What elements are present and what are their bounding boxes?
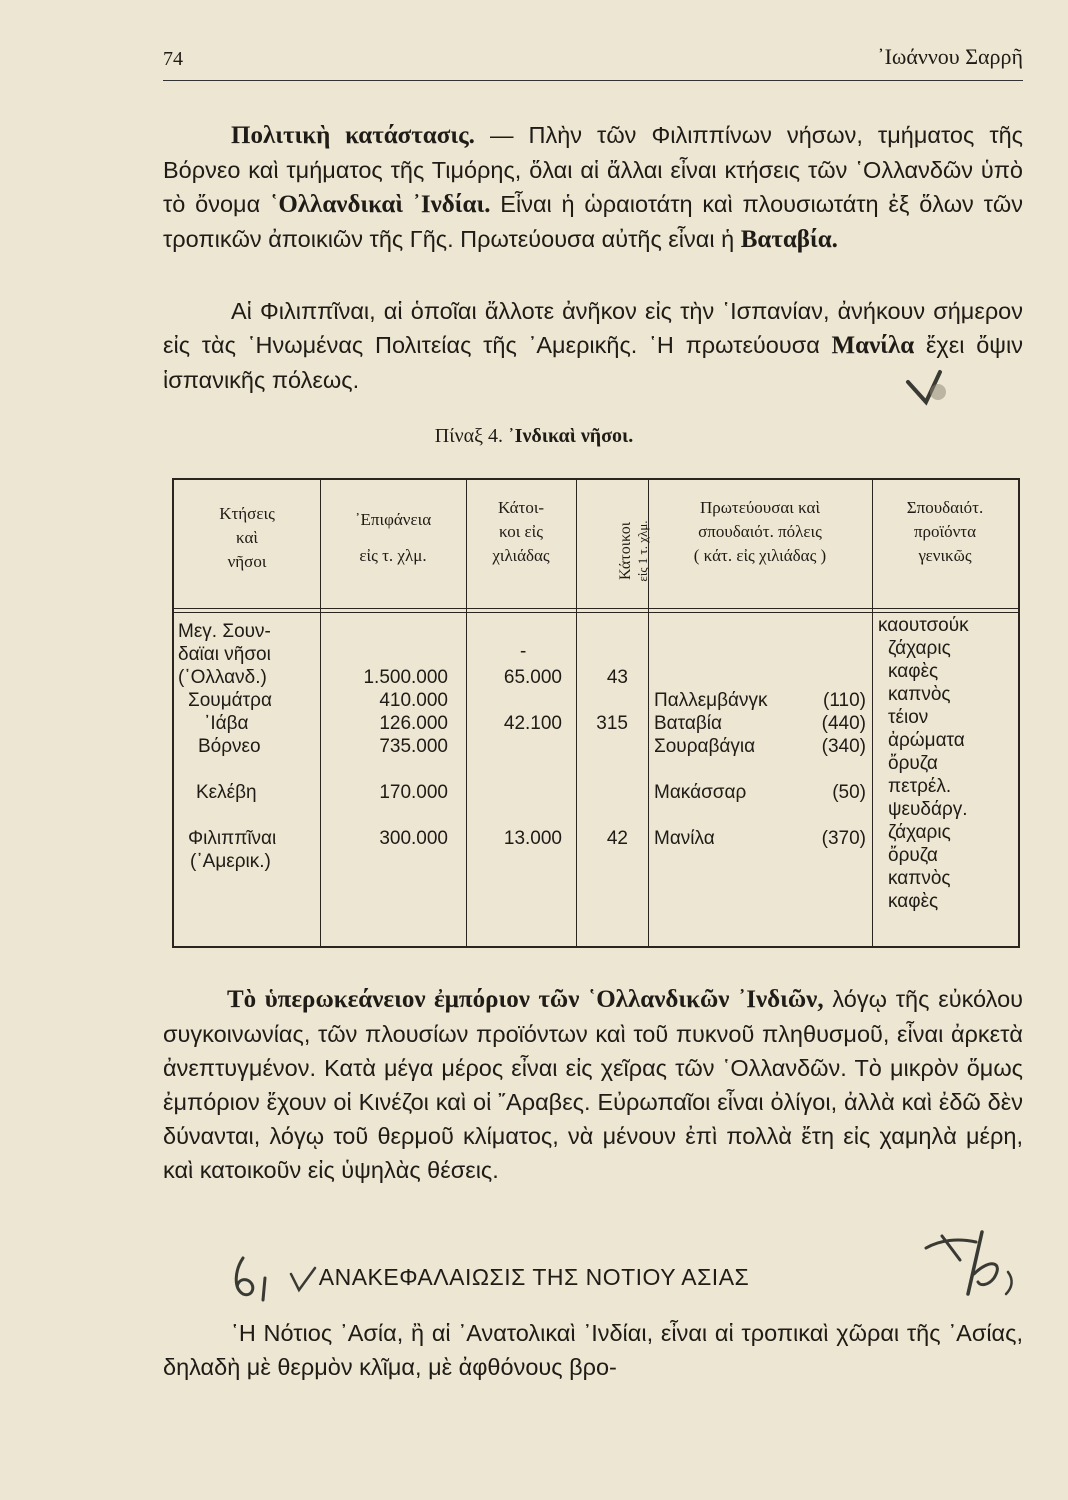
table-cell-density: 43: [606, 667, 628, 688]
table-cell-product: ζάχαρις: [888, 638, 951, 659]
header-line: Σπουδαιότ.: [906, 498, 984, 517]
bold-term: Βαταβία.: [740, 226, 838, 253]
caption-title: ᾿Ινδικαὶ νῆσοι.: [508, 425, 634, 447]
city-name: Σουραβάγια: [654, 736, 756, 757]
city-population: (50): [832, 782, 866, 803]
header-line: εἰς 1 τ. χλμ.: [635, 520, 650, 582]
table-cell-product: ὄρυζα: [888, 845, 938, 866]
paragraph-text: ῾Η Νότιος ᾿Ασία, ἢ αἱ ᾿Ανατολικαὶ ᾿Ινδίαι, εἶναι αἱ τροπικαὶ χῶραι τῆς ᾿Ασίας, δηλαδὴ μὲ θερμὸν κλῖμα, μὲ ἀφθόνους βρο-: [163, 1320, 1023, 1380]
header-capitals: [648, 496, 872, 568]
header-line: Κάτοικοι: [617, 521, 634, 581]
table-cell-product: τέιον: [888, 707, 929, 728]
header-line: ᾿Επιφάνεια: [354, 510, 432, 529]
table-cell-product: καφὲς: [888, 891, 939, 912]
table-cell-product: ὄρυζα: [888, 753, 938, 774]
page-number: 74: [163, 48, 183, 70]
header-line: χιλιάδας: [492, 546, 550, 565]
section-term: Πολιτικὴ κατάστασις.: [231, 122, 475, 149]
city-population: (110): [823, 690, 866, 711]
city-population: (340): [821, 736, 866, 757]
paragraph-text: Εἶναι ἡ ὡραιοτάτη καὶ πλουσιωτάτη ἐξ ὅλων τῶν τροπικῶν ἀποικιῶν τῆς Γῆς. Πρωτεύουσα αὐτῆς εἶναι ἡ: [163, 191, 1023, 252]
city-name: Παλλεμβάνγκ: [654, 690, 768, 711]
table-cell-possession: Κελέβη: [196, 782, 257, 803]
header-line: ( κάτ. εἰς χιλιάδας ): [693, 546, 827, 565]
header-divider: [174, 608, 1018, 609]
table-cell-possession: (῾Ολλανδ.): [178, 667, 267, 688]
table-cell-product: ἀρώματα: [888, 730, 965, 751]
table-cell-city: [654, 735, 866, 759]
table-cell-population: 13.000: [503, 828, 562, 849]
paragraph-political-status: [163, 118, 1023, 257]
table-cell-possession: ᾿Ιάβα: [204, 713, 249, 734]
paragraph-text: λόγῳ τῆς εὐκόλου συγκοινωνίας, τῶν πλουσίων προϊόντων καὶ τοῦ πυκνοῦ πληθυσμοῦ, εἶναι ἀρκετὰ ἀνεπτυγμένον. Κατὰ μέγα μέρος εἶναι εἰς χεῖρας τῶν ῾Ολλανδῶν. Τὸ μικρὸν ὅμως ἐμπόριον ἔχουν οἱ Κινέζοι καὶ οἱ ῎Αραβες. Εὐρωπαῖοι εἶναι ὀλίγοι, ἀλλὰ καὶ ἐδῶ δὲν δύνανται, λόγῳ τοῦ θερμοῦ κλίματος, νὰ μένουν ἐπὶ πολλὰ ἔτη εἰς χαμηλὰ μέρη, καὶ κατοικοῦν εἰς ὑψηλὰς θέσεις.: [163, 986, 1023, 1183]
paragraph-text: Αἱ Φιλιππῖναι, αἱ ὁποῖαι ἄλλοτε ἀνῆκον εἰς τὴν ῾Ισπανίαν, ἀνήκουν σήμερον εἰς τὰς ῾Ηνωμένας Πολιτείας τῆς ᾿Αμερικῆς. ῾Η πρωτεύουσα: [163, 298, 1023, 358]
column-divider: [576, 480, 577, 946]
header-line: Πρωτεύουσαι καὶ: [699, 498, 821, 517]
table-cell-possession: δαϊαι νῆσοι: [178, 644, 271, 665]
table-cell-product: καπνὸς: [888, 684, 951, 705]
header-line: προϊόντα: [913, 522, 977, 541]
header-line: Κτήσεις: [219, 504, 275, 523]
table-cell-area: 735.000: [379, 736, 448, 757]
table-cell-area: 170.000: [379, 782, 448, 803]
table-cell-city: [654, 827, 866, 851]
bold-term: Τὸ ὑπερωκεάνειον ἐμπόριον τῶν ῾Ολλανδικῶν ᾿Ινδιῶν,: [227, 986, 824, 1013]
table-cell-area: 126.000: [379, 713, 448, 734]
table-cell-density: 315: [596, 713, 628, 734]
table-cell-dash: -: [520, 641, 527, 662]
table-cell-area: 300.000: [379, 828, 448, 849]
section-heading: ΑΝΑΚΕΦΑΛΑΙΩΣΙΣ ΤΗΣ ΝΟΤΙΟΥ ΑΣΙΑΣ: [318, 1264, 750, 1290]
table-cell-possession: Σουμάτρα: [188, 690, 272, 711]
header-line: καὶ: [236, 528, 258, 547]
handwritten-check-mark: [900, 368, 960, 408]
bold-term: Μανίλα: [831, 332, 915, 359]
header-rule: [163, 80, 1023, 81]
table-cell-product: καουτσούκ: [878, 615, 969, 636]
header-possessions: [174, 502, 320, 574]
table-cell-area: 1.500.000: [363, 667, 448, 688]
table-cell-city: [654, 712, 866, 736]
header-line: γενικῶς: [918, 546, 972, 565]
paragraph-philippines: [163, 294, 1023, 397]
table-cell-possession: Βόρνεο: [198, 736, 261, 757]
table-cell-density: 42: [606, 828, 628, 849]
city-name: Μανίλα: [654, 828, 715, 849]
paragraph-text: — Πλὴν τῶν Φιλιππίνων νήσων, τμήματος τῆς Βόρνεο καὶ τμήματος τῆς Τιμόρης, ὅλαι αἱ ἄλλαι εἶναι κτήσεις τῶν ῾Ολλανδῶν ὑπὸ τὸ ὄνομα: [163, 122, 1024, 217]
city-population: (440): [821, 713, 866, 734]
table-cell-product: καφὲς: [888, 661, 939, 682]
paragraph-text: ἔχει ὄψιν ἱσπανικῆς πόλεως.: [163, 332, 1023, 393]
table-cell-population: 42.100: [503, 713, 562, 734]
header-line: Κάτοι-: [497, 498, 545, 517]
bold-term: ῾Ολλανδικαὶ ᾿Ινδίαι.: [270, 191, 491, 218]
city-name: Βαταβία: [654, 713, 723, 734]
table-cell-population: 65.000: [503, 667, 562, 688]
header-line: σπουδαιότ. πόλεις: [698, 522, 822, 541]
header-line: κοι εἰς: [499, 522, 543, 541]
paragraph-south-asia-summary: [163, 1316, 1023, 1384]
header-area: [320, 508, 466, 568]
city-population: (370): [821, 828, 866, 849]
city-name: Μακάσσαρ: [654, 782, 747, 803]
header-line: νῆσοι: [227, 552, 267, 571]
table-cell-possession: Μεγ. Σουν-: [178, 621, 271, 642]
header-products: [872, 496, 1018, 568]
table-cell-possession: (᾿Αμερικ.): [190, 851, 271, 872]
table-cell-product: πετρέλ.: [888, 776, 952, 797]
table-cell-product: ψευδάργ.: [888, 799, 968, 820]
table-caption: [0, 425, 1068, 448]
indian-islands-table: [172, 478, 1020, 948]
header-divider: [174, 612, 1018, 613]
table-cell-possession: Φιλιππῖναι: [188, 828, 277, 849]
table-cell-product: ζάχαρις: [888, 822, 951, 843]
header-line: εἰς τ. χλμ.: [359, 546, 427, 565]
table-cell-city: [654, 781, 866, 805]
table-cell-product: καπνὸς: [888, 868, 951, 889]
paragraph-commerce: [163, 982, 1023, 1187]
header-density: [617, 496, 651, 606]
caption-label: Πίναξ 4.: [434, 425, 504, 447]
running-title: ᾿Ιωάννου Σαρρῆ: [877, 44, 1023, 69]
table-cell-area: 410.000: [379, 690, 448, 711]
table-cell-city: [654, 689, 866, 713]
header-population: [466, 496, 576, 568]
